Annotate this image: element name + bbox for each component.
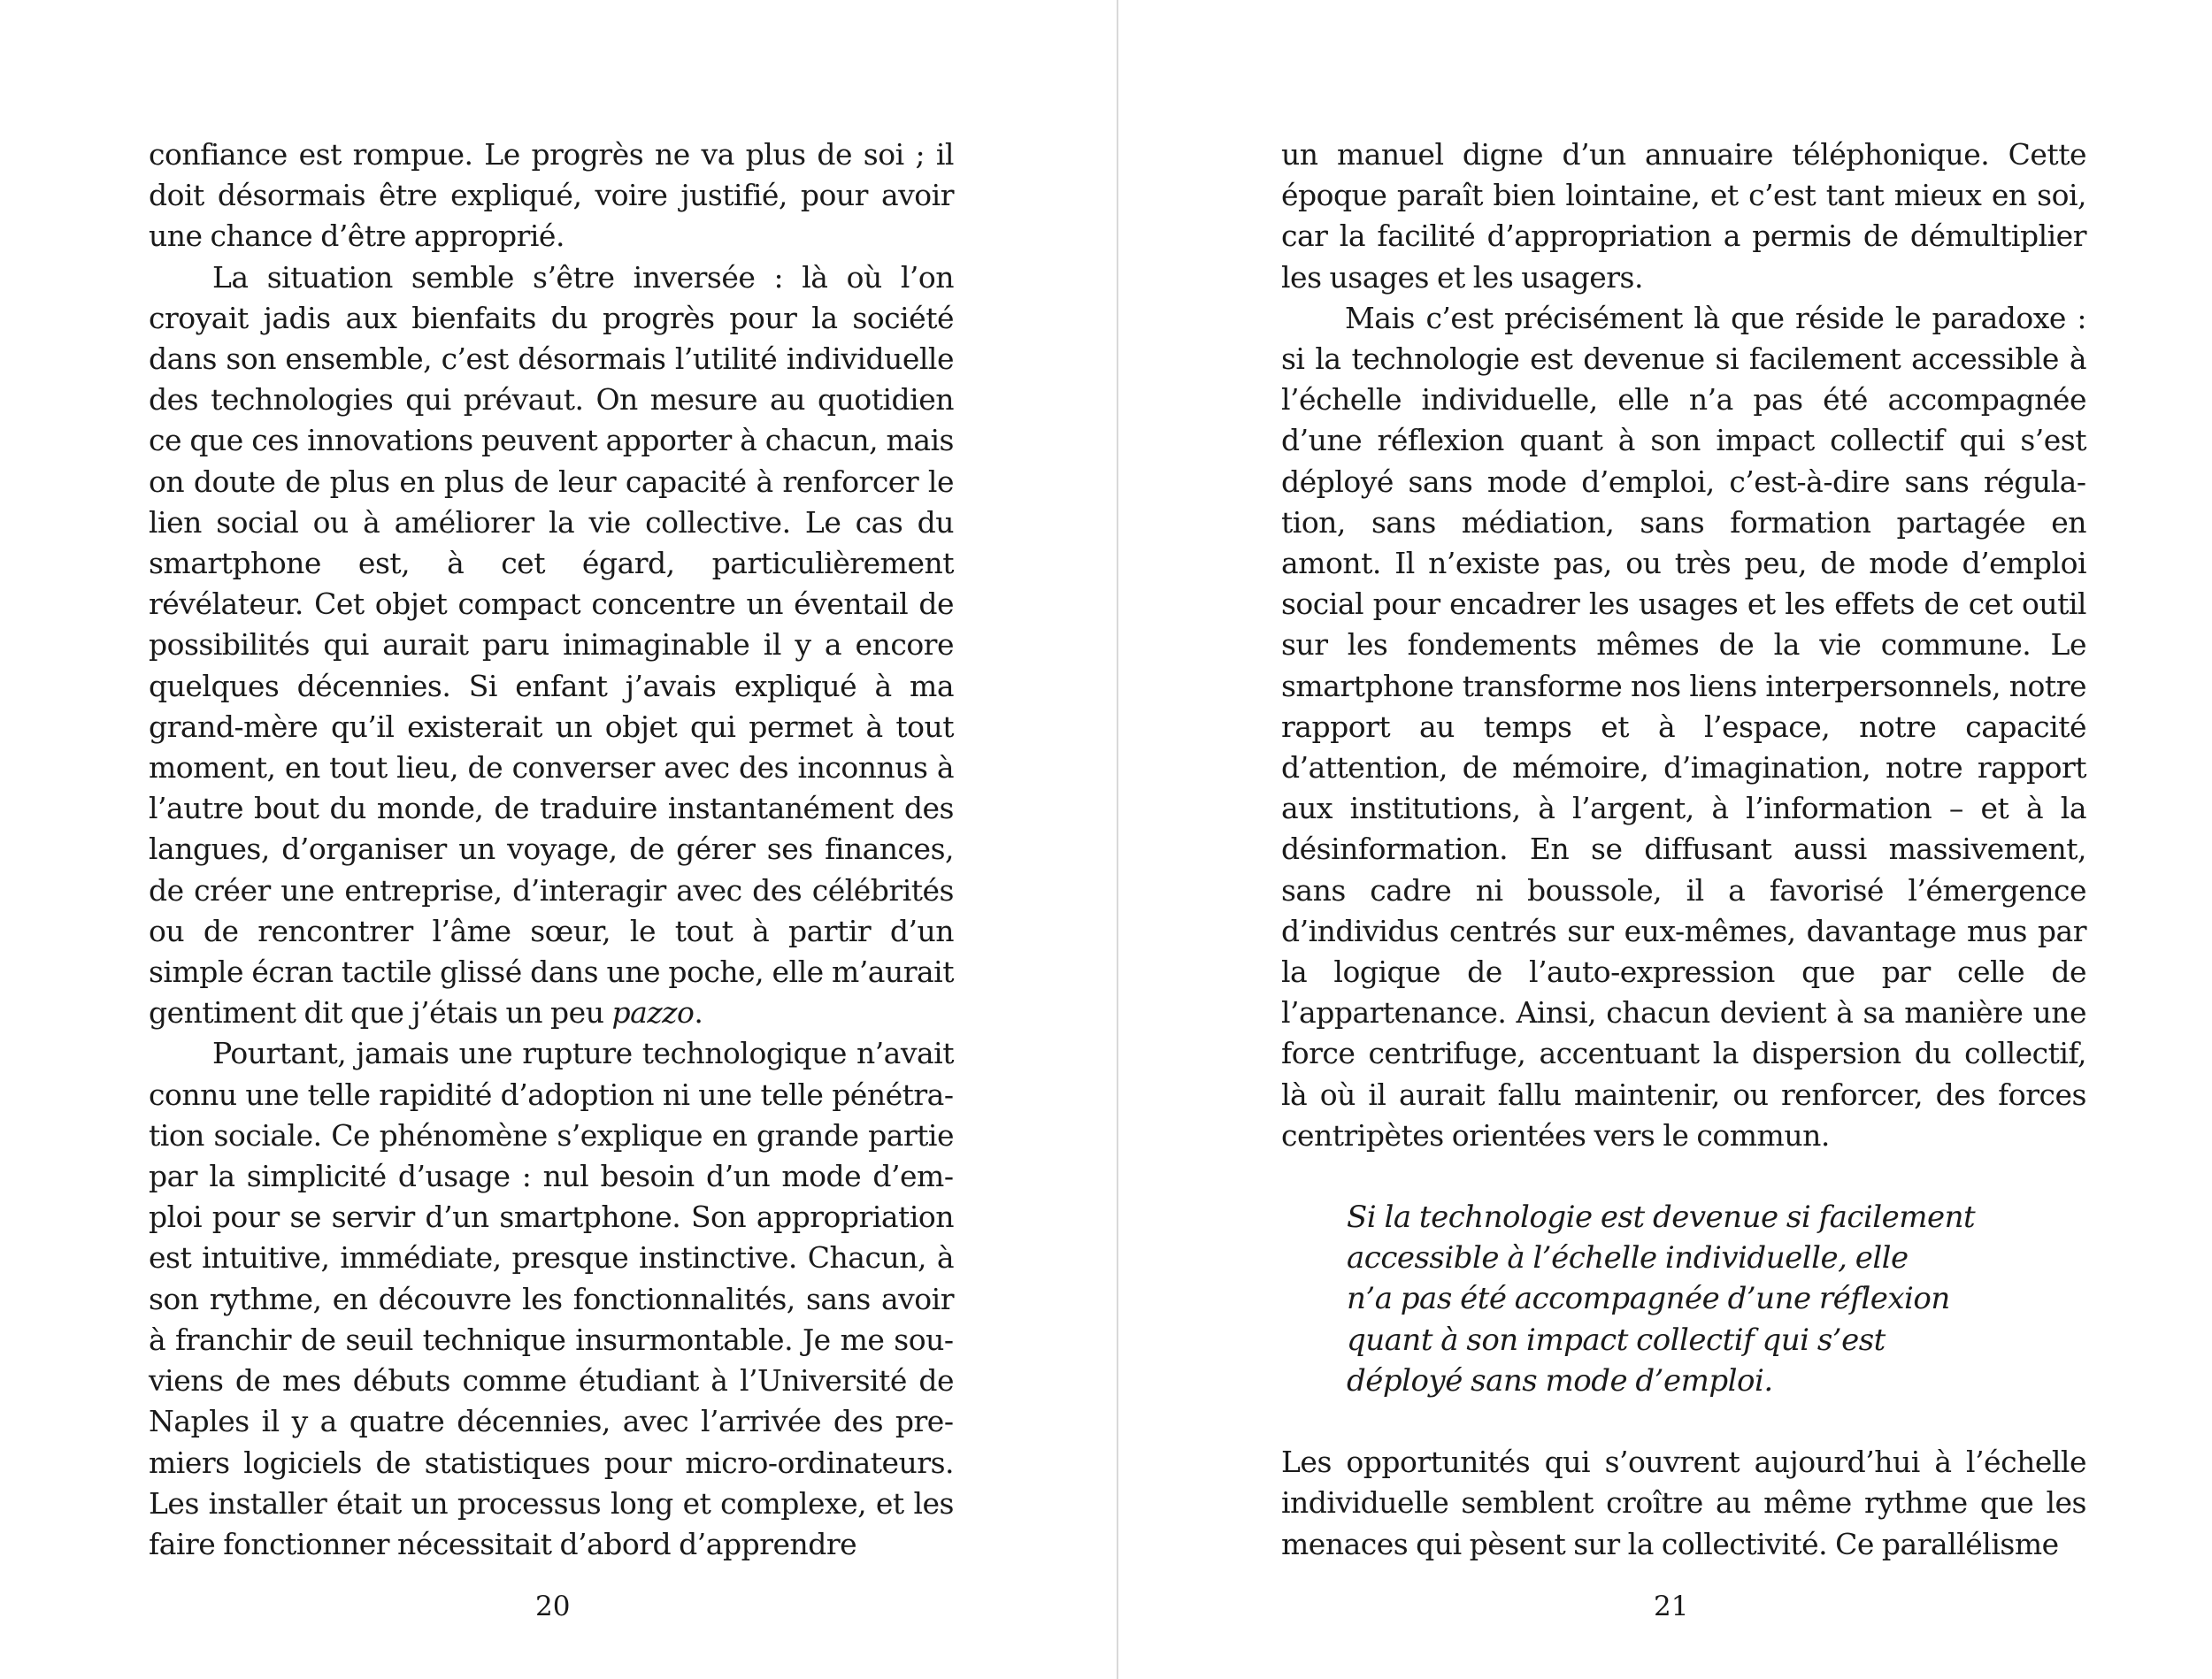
left-page-text — [149, 134, 954, 1565]
page-number: 20 — [535, 1591, 571, 1622]
paragraph-text: La situation semble s’être inversée : là où l’on croyait jadis aux bienfaits du progrès pour la société dans son ensemble, c’est désormais l’utilité individuelle des technologies qui prévaut. On mesure au quotidien ce que ces innovations peuvent apporter à chacun, mais on doute de plus en plus de leur capacité à renforcer le lien social ou à améliorer la vie collective. Le cas du smartphone est, à cet égard, particulièrement révélateur. Cet objet compact concentre un éventail de possibilités qui aurait paru inimaginable il y a encore quelques décennies. Si enfant j’avais expliqué à ma grand-mère qu’il existerait un objet qui permet à tout moment, en tout lieu, de converser avec des inconnus à l’autre bout du monde, de traduire instantanément des langues, d’organiser un voyage, de gérer ses finances, de créer une entreprise, d’interagir avec des célébrités ou de rencontrer l’âme sœur, le tout à partir d’un simple écran tactile glissé dans une poche, elle m’aurait gentiment dit que j’étais un peu — [149, 259, 954, 1031]
paragraph-end: . — [694, 995, 703, 1031]
paragraph — [149, 257, 954, 1034]
pull-quote — [1347, 1197, 1984, 1401]
paragraph: un manuel digne d’un annuaire téléphonique. Cette époque paraît bien lointaine, et c’est tant mieux en soi, car la facilité d’appropriation a permis de démultiplier les usages et les usagers. — [1281, 137, 2086, 295]
page-number: 21 — [1654, 1591, 1689, 1622]
paragraph: Mais c’est précisément là que réside le paradoxe : si la technologie est devenue si facilement accessible à l’échelle individuelle, elle n’a pas été accompagnée d’une réflexion quant à son impact collectif qui s’est déployé sans mode d’emploi, c’est-à-dire sans régulation, sans médiation, sans formation partagée en amont. Il n’existe pas, ou très peu, de mode d’emploi social pour encadrer les usages et les effets de cet outil sur les fondements mêmes de la vie commune. Le smartphone transforme nos liens interpersonnels, notre rapport au temps et à l’espace, notre capacité d’attention, de mémoire, d’imagination, notre rapport aux institutions, à l’argent, à l’information – et à la désinformation. En se diffusant aussi massivement, sans cadre ni boussole, il a favorisé l’émergence d’individus centrés sur eux-mêmes, davantage mus par la logique de l’auto-expression que par celle de l’appartenance. Ainsi, chacun devient à sa manière une force centrifuge, accentuant la dispersion du collectif, là où il aurait fallu maintenir, ou renforcer, des forces centripètes orientées vers le commun. — [1281, 300, 2086, 1153]
pull-quote-line: Si la technologie est devenue si facilement — [1347, 1200, 1976, 1236]
italic-word: pazzo — [611, 995, 695, 1031]
pull-quote-line: quant à son impact collectif qui s’est — [1347, 1322, 1886, 1358]
paragraph: Les opportunités qui s’ouvrent aujourd’hui à l’échelle individuelle semblent croître au même rythme que les menaces qui pèsent sur la collectivité. Ce parallélisme — [1281, 1445, 2086, 1561]
paragraph: Pourtant, jamais une rupture technologique n’avait connu une telle rapidité d’adoption ni une telle pénétration sociale. Ce phénomène s’explique en grande partie par la simplicité d’usage : nul besoin d’un mode d’emploi pour se servir d’un smartphone. Son appropriation est intuitive, immédiate, presque instinctive. Chacun, à son rythme, en découvre les fonctionnalités, sans avoir à franchir de seuil technique insurmontable. Je me souviens de mes débuts comme étudiant à l’Université de Naples il y a quatre décennies, avec l’arrivée des premiers logiciels de statistiques pour micro-ordinateurs. Les installer était un processus long et complexe, et les faire fonctionner nécessitait d’abord d’apprendre — [149, 1036, 954, 1561]
pull-quote-line: déployé sans mode d’emploi. — [1347, 1362, 1773, 1399]
right-page — [1118, 0, 2212, 1679]
paragraph: confiance est rompue. Le progrès ne va plus de soi ; il doit désormais être expliqué, voire justifié, pour avoir une chance d’être approprié. — [149, 137, 954, 254]
right-page-text — [1281, 134, 2086, 1565]
pull-quote-line: accessible à l’échelle individuelle, elle — [1347, 1240, 1909, 1276]
pull-quote-line: n’a pas été accompagnée d’une réflexion — [1347, 1281, 1950, 1317]
